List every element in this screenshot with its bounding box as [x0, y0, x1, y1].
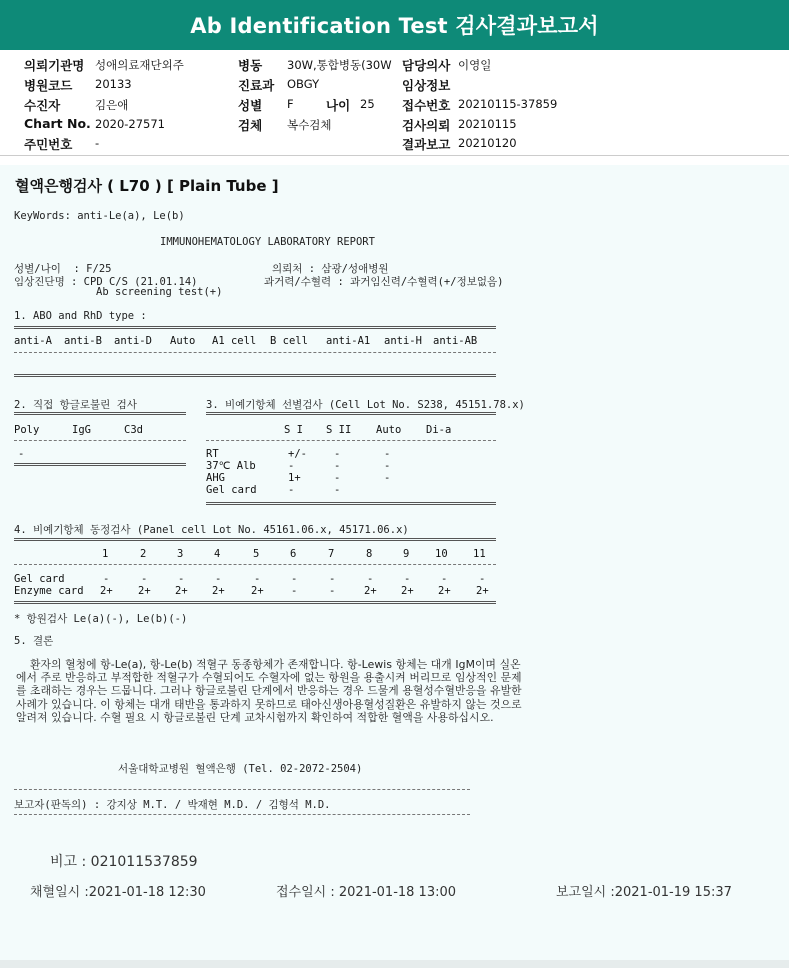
rule: [14, 538, 496, 541]
sex-label: 성별: [238, 98, 263, 113]
screen-cell: -: [334, 484, 341, 496]
abo-col: B cell: [270, 335, 308, 347]
rule: [206, 502, 496, 505]
history-line: 과거력/수혈력 : 과거임신력/수혈력(+/정보없음): [264, 276, 504, 288]
panel-cell: 2+: [212, 585, 225, 597]
screen-row-label: 37℃ Alb: [206, 460, 256, 472]
panel-col: 9: [403, 548, 410, 560]
report-date-label: 결과보고: [402, 137, 451, 152]
diagnosis-line: 임상진단명 : CPD C/S (21.01.14): [14, 276, 198, 288]
panel-col: 10: [435, 548, 448, 560]
panel-row-label: Gel card: [14, 573, 65, 585]
panel-cell: -: [178, 573, 185, 585]
chart-no-label: Chart No.: [24, 116, 91, 131]
screen-row-label: AHG: [206, 472, 225, 484]
hospital-code-label: 병원코드: [24, 78, 73, 93]
clinical-info-label: 임상정보: [402, 78, 451, 93]
screen-cell: 1+: [288, 472, 301, 484]
panel-cell: -: [441, 573, 448, 585]
rule: [14, 440, 186, 441]
screen-col: Auto: [376, 424, 402, 436]
panel-cell: 2+: [251, 585, 264, 597]
rule: [14, 814, 470, 815]
screen-col: Di-a: [426, 424, 452, 436]
abo-col: Auto: [170, 335, 196, 347]
antigen-result: * 항원검사 Le(a)(-), Le(b)(-): [14, 613, 188, 625]
rule: [206, 440, 496, 441]
panel-col: 3: [177, 548, 184, 560]
sex-age-line: 성별/나이 : F/25: [14, 263, 112, 275]
abo-col: anti-A: [14, 335, 52, 347]
screen-cell: -: [334, 472, 341, 484]
panel-col: 2: [140, 548, 147, 560]
panel-cell: -: [329, 585, 336, 597]
specimen-label: 검체: [238, 118, 263, 133]
abo-col: A1 cell: [212, 335, 257, 347]
blood-bank-contact: 서울대학교병원 혈액은행 (Tel. 02-2072-2504): [118, 763, 363, 775]
panel-cell: -: [404, 573, 411, 585]
page-bottom-strip: [0, 960, 789, 968]
screen-cell: -: [384, 448, 391, 460]
dept-label: 진료과: [238, 78, 275, 93]
panel-cell: 2+: [138, 585, 151, 597]
panel-cell: -: [291, 573, 298, 585]
rule: [14, 352, 496, 353]
panel-cell: -: [215, 573, 222, 585]
lab-report-title: IMMUNOHEMATOLOGY LABORATORY REPORT: [160, 236, 375, 248]
receipt-no-label: 접수번호: [402, 98, 451, 113]
panel-col: 1: [102, 548, 109, 560]
rule: [206, 412, 496, 415]
dat-value: -: [18, 448, 25, 460]
screen-line: Ab screening test(+): [96, 286, 223, 298]
test-request-value: 20210115: [458, 117, 517, 131]
section-1-title: 1. ABO and RhD type :: [14, 310, 147, 322]
panel-col: 4: [214, 548, 221, 560]
abo-col: anti-H: [384, 335, 422, 347]
receipt-no-value: 20210115-37859: [458, 97, 558, 111]
panel-col: 11: [473, 548, 486, 560]
report-body: [0, 165, 789, 960]
section-3-title: 3. 비예기항체 선별검사 (Cell Lot No. S238, 45151.78.x): [206, 399, 525, 411]
conclusion-text: 환자의 혈청에 항-Le(a), 항-Le(b) 적혈구 동종항체가 존재합니다. 항-Lewis 항체는 대개 IgM이며 실온에서 주로 반응하고 부적합한 적혈구가 수혈되어도 수혈자에 없는 항원을 용출시켜 버리므로 임상적인 문제를 초래하는 경우는 드뭅니다. 그러나 항글로불린 단계에서 반응하는 경우 드물게 용혈성수혈반응을 유발한 사례가 있습니다. 이 항체는 대개 태반을 통과하지 못하므로 태아신생아용혈성질환은 유발하지 않는 것으로 알려져 있습니다. 수혈 필요 시 항글로불린 단계 교차시험까지 확인하여 적합한 혈액을 사용하십시오.: [16, 658, 522, 724]
panel-cell: -: [367, 573, 374, 585]
panel-cell: 2+: [100, 585, 113, 597]
collection-datetime: 채혈일시 :2021-01-18 12:30: [30, 885, 206, 900]
test-request-label: 검사의뢰: [402, 118, 451, 133]
dept-value: OBGY: [287, 77, 320, 91]
hospital-code-value: 20133: [95, 77, 132, 91]
patient-label: 수진자: [24, 98, 61, 113]
panel-cell: 2+: [401, 585, 414, 597]
rule: [14, 564, 496, 565]
screen-col: S II: [326, 424, 352, 436]
reporter-line: 보고자(판독의) : 강지상 M.T. / 박재현 M.D. / 김형석 M.D.: [14, 799, 331, 811]
requester-value: 성애의료재단외주: [95, 58, 184, 72]
section-5-title: 5. 결론: [14, 635, 54, 647]
sex-value: F: [287, 97, 294, 111]
screen-cell: -: [334, 460, 341, 472]
remark: 비고 : 021011537859: [50, 854, 198, 870]
requester-label: 의뢰기관명: [24, 58, 85, 73]
requester-line: 의뢰처 : 삼광/성애병원: [272, 263, 389, 275]
section-2-title: 2. 직접 항글로불린 검사: [14, 399, 137, 411]
report-header: [0, 50, 789, 156]
report-title-banner: Ab Identification Test 검사결과보고서: [0, 0, 789, 50]
screen-cell: -: [384, 460, 391, 472]
screen-cell: -: [288, 484, 295, 496]
rule: [14, 789, 470, 790]
panel-col: 6: [290, 548, 297, 560]
doctor-label: 담당의사: [402, 58, 451, 73]
dat-col: Poly: [14, 424, 40, 436]
panel-cell: -: [103, 573, 110, 585]
screen-col: S I: [284, 424, 303, 436]
screen-cell: -: [384, 472, 391, 484]
resident-no-value: -: [95, 136, 100, 150]
screen-cell: -: [288, 460, 295, 472]
ward-value: 30W,통합병동(30W: [287, 58, 392, 72]
receipt-datetime: 접수일시 : 2021-01-18 13:00: [276, 885, 457, 900]
age-value: 25: [360, 97, 375, 111]
rule: [14, 601, 496, 604]
panel-cell: 2+: [438, 585, 451, 597]
rule: [14, 412, 186, 415]
doctor-value: 이영일: [458, 58, 492, 72]
dat-col: IgG: [72, 424, 91, 436]
age-label: 나이: [326, 98, 351, 113]
panel-col: 8: [366, 548, 373, 560]
resident-no-label: 주민번호: [24, 137, 73, 152]
screen-row-label: RT: [206, 448, 219, 460]
report-date-value: 20210120: [458, 136, 517, 150]
screen-cell: +/-: [288, 448, 307, 460]
specimen-value: 복수검체: [287, 118, 332, 132]
panel-row-label: Enzyme card: [14, 585, 84, 597]
chart-no-value: 2020-27571: [95, 117, 165, 131]
rule: [14, 326, 496, 329]
patient-value: 김은애: [95, 98, 129, 112]
panel-cell: -: [479, 573, 486, 585]
abo-col: anti-AB: [433, 335, 478, 347]
dat-col: C3d: [124, 424, 143, 436]
panel-col: 7: [328, 548, 335, 560]
ward-label: 병동: [238, 58, 263, 73]
abo-col: anti-A1: [326, 335, 371, 347]
screen-cell: -: [334, 448, 341, 460]
section-4-title: 4. 비예기항체 동정검사 (Panel cell Lot No. 45161.06.x, 45171.06.x): [14, 524, 409, 536]
panel-cell: -: [254, 573, 261, 585]
rule: [14, 374, 496, 377]
panel-cell: 2+: [476, 585, 489, 597]
keywords: KeyWords: anti-Le(a), Le(b): [14, 210, 185, 222]
panel-cell: 2+: [364, 585, 377, 597]
panel-cell: 2+: [175, 585, 188, 597]
abo-col: anti-D: [114, 335, 152, 347]
panel-col: 5: [253, 548, 260, 560]
rule: [14, 463, 186, 466]
abo-col: anti-B: [64, 335, 102, 347]
screen-row-label: Gel card: [206, 484, 257, 496]
panel-cell: -: [329, 573, 336, 585]
panel-cell: -: [291, 585, 298, 597]
report-datetime: 보고일시 :2021-01-19 15:37: [556, 885, 732, 900]
panel-cell: -: [141, 573, 148, 585]
test-title: 혈액은행검사 ( L70 ) [ Plain Tube ]: [15, 177, 279, 195]
